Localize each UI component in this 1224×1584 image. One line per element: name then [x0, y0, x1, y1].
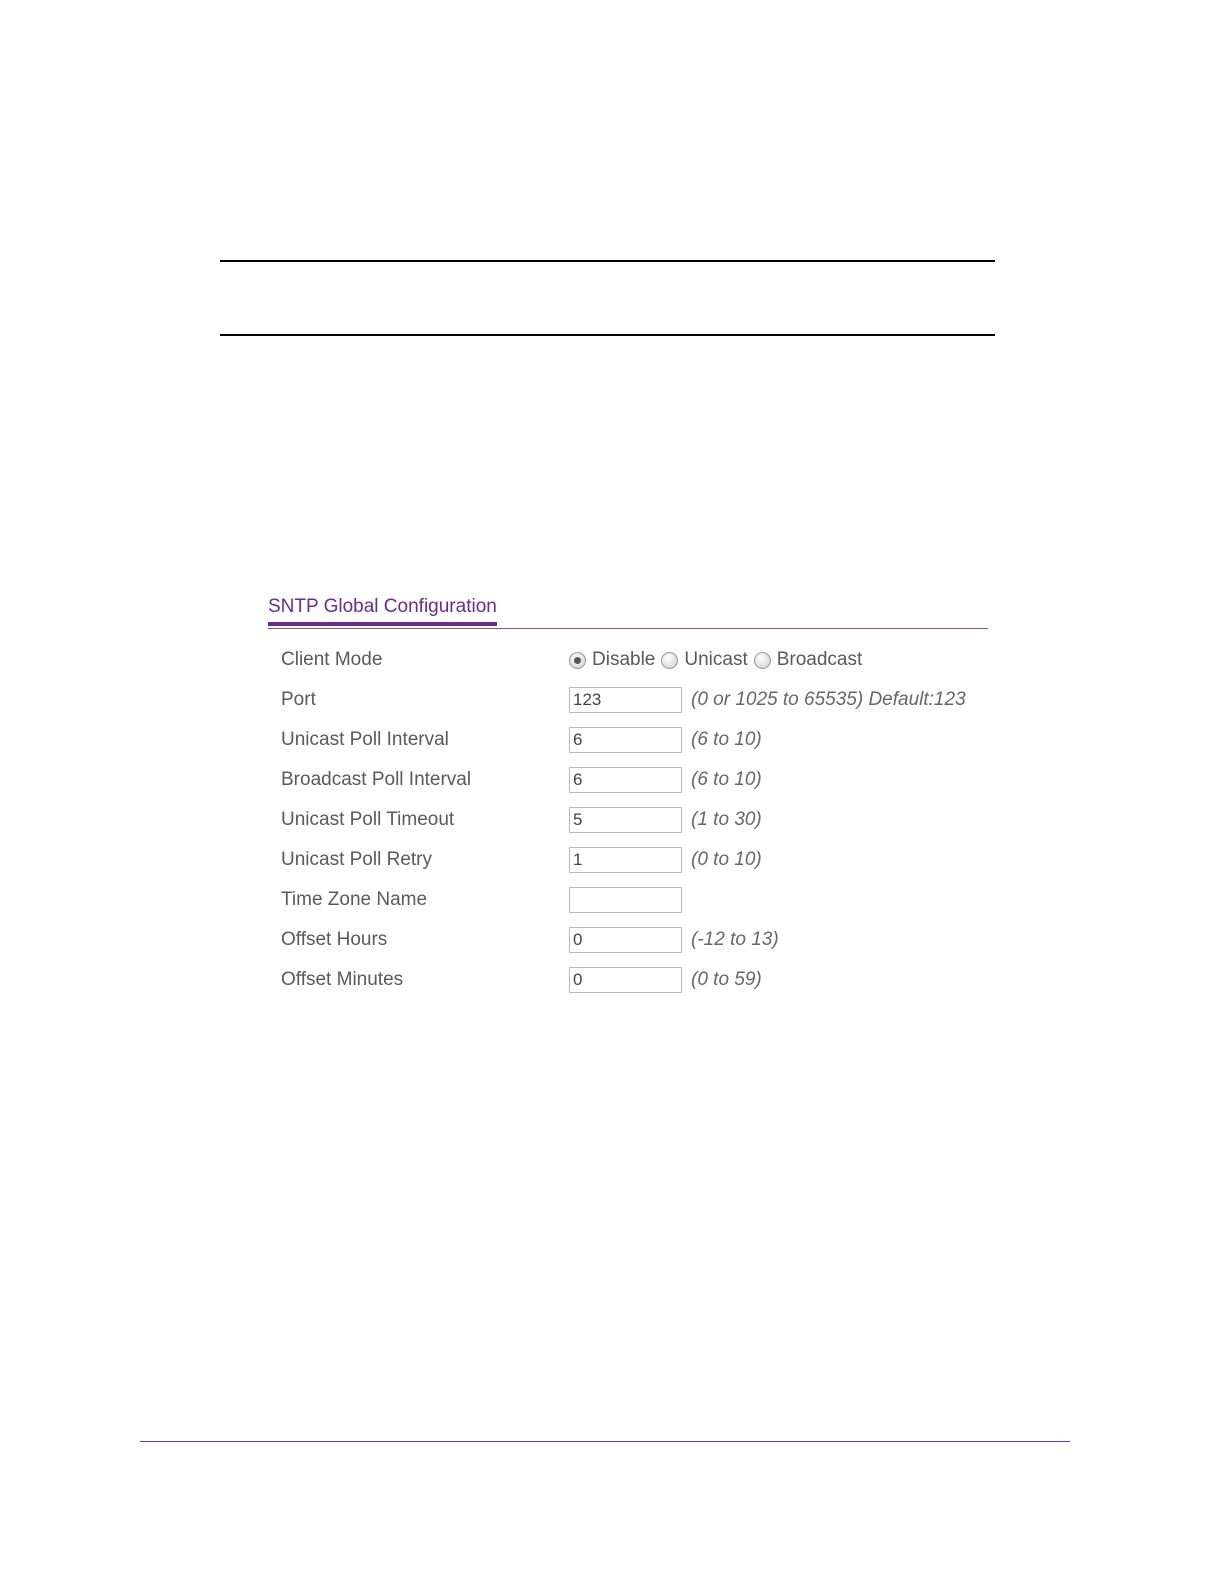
row-time-zone-name: [281, 885, 988, 925]
offset-hours-label: Offset Hours: [281, 929, 388, 950]
unicast-poll-interval-hint: (6 to 10): [691, 729, 762, 750]
row-unicast-poll-timeout: [281, 805, 988, 845]
offset-hours-hint: (-12 to 13): [691, 929, 779, 950]
row-broadcast-poll-interval: [281, 765, 988, 805]
row-unicast-poll-retry: [281, 845, 988, 885]
client-mode-label: Client Mode: [281, 649, 383, 670]
client-mode-disable-label[interactable]: Disable: [592, 649, 656, 670]
unicast-poll-retry-input[interactable]: [569, 847, 682, 873]
time-zone-name-label: Time Zone Name: [281, 889, 428, 910]
row-client-mode: [281, 645, 988, 685]
unicast-poll-retry-hint: (0 to 10): [691, 849, 762, 870]
unicast-poll-timeout-input[interactable]: [569, 807, 682, 833]
config-form: [281, 645, 988, 1005]
client-mode-broadcast-label[interactable]: Broadcast: [776, 649, 863, 670]
footer-divider: [140, 1441, 1070, 1442]
unicast-poll-timeout-hint: (1 to 30): [691, 809, 762, 830]
offset-minutes-label: Offset Minutes: [281, 969, 404, 990]
broadcast-poll-interval-hint: (6 to 10): [691, 769, 762, 790]
row-port: [281, 685, 988, 725]
unicast-poll-interval-input[interactable]: [569, 727, 682, 753]
unicast-poll-retry-label: Unicast Poll Retry: [281, 849, 432, 870]
row-offset-hours: [281, 925, 988, 965]
offset-minutes-hint: (0 to 59): [691, 969, 762, 990]
top-divider: [220, 260, 995, 262]
unicast-poll-interval-label: Unicast Poll Interval: [281, 729, 449, 750]
broadcast-poll-interval-label: Broadcast Poll Interval: [281, 769, 472, 790]
unicast-poll-timeout-label: Unicast Poll Timeout: [281, 809, 455, 830]
broadcast-poll-interval-input[interactable]: [569, 767, 682, 793]
port-label: Port: [281, 689, 316, 710]
offset-minutes-input[interactable]: [569, 967, 682, 993]
table-divider: [220, 334, 995, 336]
client-mode-radio-group: [569, 645, 868, 675]
offset-hours-input[interactable]: [569, 927, 682, 953]
panel-title: SNTP Global Configuration: [268, 596, 497, 626]
time-zone-name-input[interactable]: [569, 887, 682, 913]
client-mode-broadcast-radio[interactable]: [754, 652, 771, 669]
client-mode-unicast-label[interactable]: Unicast: [684, 649, 748, 670]
port-hint: (0 or 1025 to 65535) Default:123: [691, 689, 966, 710]
port-input[interactable]: [569, 687, 682, 713]
client-mode-disable-radio[interactable]: [569, 652, 586, 669]
panel-header: [268, 592, 988, 629]
client-mode-unicast-radio[interactable]: [661, 652, 678, 669]
sntp-global-configuration-panel: [268, 592, 988, 990]
row-unicast-poll-interval: [281, 725, 988, 765]
row-offset-minutes: [281, 965, 988, 1005]
